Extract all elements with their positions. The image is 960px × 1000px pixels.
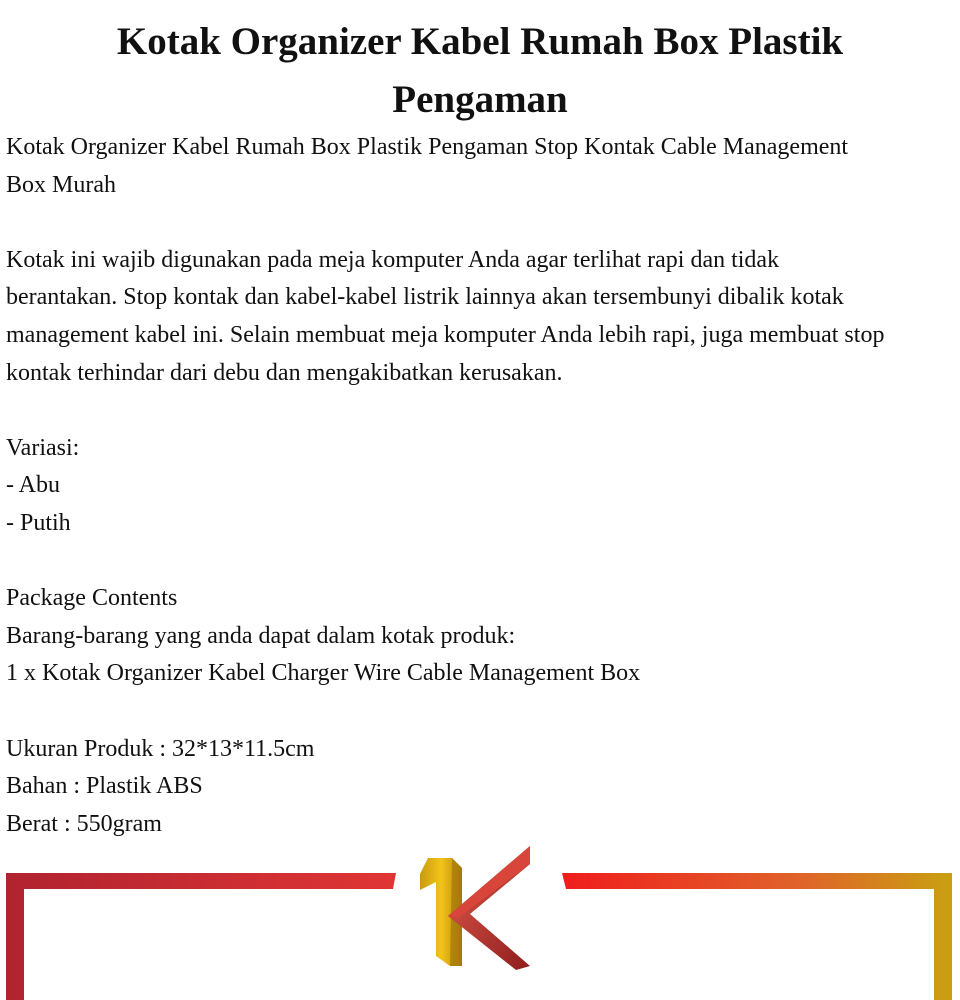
1k-logo-icon [420, 846, 530, 970]
package-item: 1 x Kotak Organizer Kabel Charger Wire Cable Management Box [6, 660, 641, 687]
frame-right-bracket [562, 873, 952, 1000]
subtitle-line-2: Box Murah [6, 171, 116, 198]
frame-left-bracket [6, 873, 396, 1000]
page-title-line-1: Kotak Organizer Kabel Rumah Box Plastik [116, 20, 844, 63]
paragraph-line-2: berantakan. Stop kontak dan kabel-kabel listrik lainnya akan tersembunyi dibalik kotak [6, 284, 844, 311]
package-intro: Barang-barang yang anda dapat dalam kotak produk: [6, 622, 516, 649]
spec-weight: Berat : 550gram [6, 810, 162, 837]
product-description [6, 129, 956, 843]
spacer [6, 204, 956, 242]
page-title-line-2: Pengaman [392, 78, 568, 121]
variant-item-abu: - Abu [6, 472, 60, 499]
paragraph-line-4: kontak terhindar dari debu dan mengakibatkan kerusakan. [6, 359, 563, 386]
spacer [6, 693, 956, 731]
paragraph-line-1: Kotak ini wajib digunakan pada meja komputer Anda agar terlihat rapi dan tidak [6, 246, 780, 273]
variants-heading: Variasi: [6, 434, 80, 461]
page-title [0, 13, 960, 129]
spec-size: Ukuran Produk : 32*13*11.5cm [6, 735, 315, 762]
spec-material: Bahan : Plastik ABS [6, 773, 203, 800]
spacer [6, 543, 956, 581]
subtitle-line-1: Kotak Organizer Kabel Rumah Box Plastik Pengaman Stop Kontak Cable Management [6, 134, 849, 160]
spacer [6, 392, 956, 430]
product-image-frame [0, 838, 960, 1000]
variant-item-putih: - Putih [6, 509, 71, 536]
paragraph-line-3: management kabel ini. Selain membuat meja komputer Anda lebih rapi, juga membuat stop [6, 321, 885, 348]
package-heading: Package Contents [6, 585, 178, 612]
